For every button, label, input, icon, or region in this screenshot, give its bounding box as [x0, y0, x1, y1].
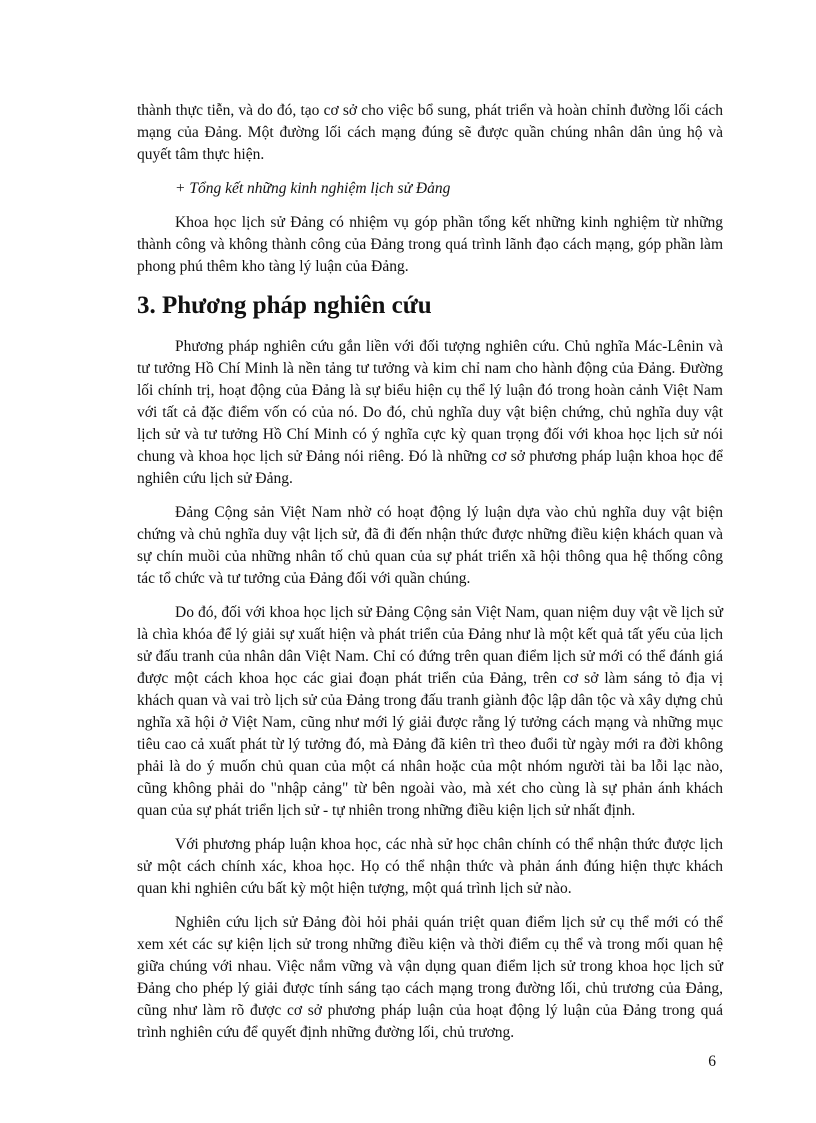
section-paragraph-1: Phương pháp nghiên cứu gắn liền với đối tượng nghiên cứu. Chủ nghĩa Mác-Lênin và tư tưởng Hồ Chí Minh là nền tảng tư tưởng và kim chỉ nam cho hành động của Đảng. Đường lối chính trị, hoạt động của Đảng là sự biểu hiện cụ thể lý luận đó trong hoàn cảnh Việt Nam với tất cả đặc điểm vốn có của nó. Do đó, chủ nghĩa duy vật biện chứng, chủ nghĩa duy vật lịch sử và tư tưởng Hồ Chí Minh có ý nghĩa cực kỳ quan trọng đối với khoa học lịch sử nói chung và khoa học lịch sử Đảng nói riêng. Đó là những cơ sở phương pháp luận khoa học để nghiên cứu lịch sử Đảng.: [137, 338, 723, 487]
section-paragraph-2: Đảng Cộng sản Việt Nam nhờ có hoạt động lý luận dựa vào chủ nghĩa duy vật biện chứng và chủ nghĩa duy vật lịch sử, đã đi đến nhận thức được những điều kiện khách quan và sự chín muồi của những nhân tố chủ quan của sự phát triển xã hội thông qua hệ thống công tác tổ chức và tư tưởng của Đảng đối với quần chúng.: [137, 504, 723, 587]
section-paragraph-3: Do đó, đối với khoa học lịch sử Đảng Cộng sản Việt Nam, quan niệm duy vật về lịch sử là chìa khóa để lý giải sự xuất hiện và phát triển của Đảng như là một kết quả tất yếu của lịch sử đấu tranh của nhân dân Việt Nam. Chỉ có đứng trên quan điểm lịch sử mới có thể đánh giá được một cách khoa học các giai đoạn phát triển của Đảng, trên cơ sở làm sáng tỏ địa vị khách quan và vai trò lịch sử của Đảng trong đấu tranh giành độc lập dân tộc và xây dựng chủ nghĩa xã hội ở Việt Nam, cũng như mới lý giải được rằng lý tưởng cách mạng và những mục tiêu cao cả xuất phát từ lý tưởng đó, mà Đảng đã kiên trì theo đuổi từ ngày mới ra đời không phải là do ý muốn chủ quan của một cá nhân hoặc của một nhóm người tài ba lỗi lạc nào, cũng không phải do "nhập cảng" từ bên ngoài vào, mà xét cho cùng là sự phản ánh khách quan của sự phát triển lịch sử - tự nhiên trong những điều kiện lịch sử nhất định.: [137, 604, 723, 819]
section-paragraph-4: Với phương pháp luận khoa học, các nhà sử học chân chính có thể nhận thức được lịch sử một cách chính xác, khoa học. Họ có thể nhận thức và phản ánh đúng hiện thực khách quan khi nghiên cứu bất kỳ một hiện tượng, một quá trình lịch sử nào.: [137, 836, 723, 897]
summary-paragraph: Khoa học lịch sử Đảng có nhiệm vụ góp phần tổng kết những kinh nghiệm từ những thành công và không thành công của Đảng trong quá trình lãnh đạo cách mạng, góp phần làm phong phú thêm kho tàng lý luận của Đảng.: [137, 214, 723, 275]
page-number: 6: [708, 1053, 716, 1070]
page-content: [137, 100, 723, 1056]
continued-paragraph: thành thực tiễn, và do đó, tạo cơ sở cho việc bổ sung, phát triển và hoàn chỉnh đường lối cách mạng của Đảng. Một đường lối cách mạng đúng sẽ được quần chúng nhân dân ủng hộ và quyết tâm thực hiện.: [137, 102, 723, 163]
section-paragraph-5: Nghiên cứu lịch sử Đảng đòi hỏi phải quán triệt quan điểm lịch sử cụ thể mới có thể xem xét các sự kiện lịch sử trong những điều kiện và thời điểm cụ thể và trong mối quan hệ giữa chúng với nhau. Việc nắm vững và vận dụng quan điểm lịch sử trong khoa học lịch sử Đảng cho phép lý giải được tính sáng tạo cách mạng trong đường lối, chủ trương của Đảng, cũng như làm rõ được cơ sở phương pháp luận của hoạt động lý luận của Đảng trong quá trình nghiên cứu để quyết định những đường lối, chủ trương.: [137, 914, 723, 1041]
section-title: 3. Phương pháp nghiên cứu: [137, 292, 432, 319]
subheading: + Tổng kết những kinh nghiệm lịch sử Đảng: [175, 180, 451, 197]
